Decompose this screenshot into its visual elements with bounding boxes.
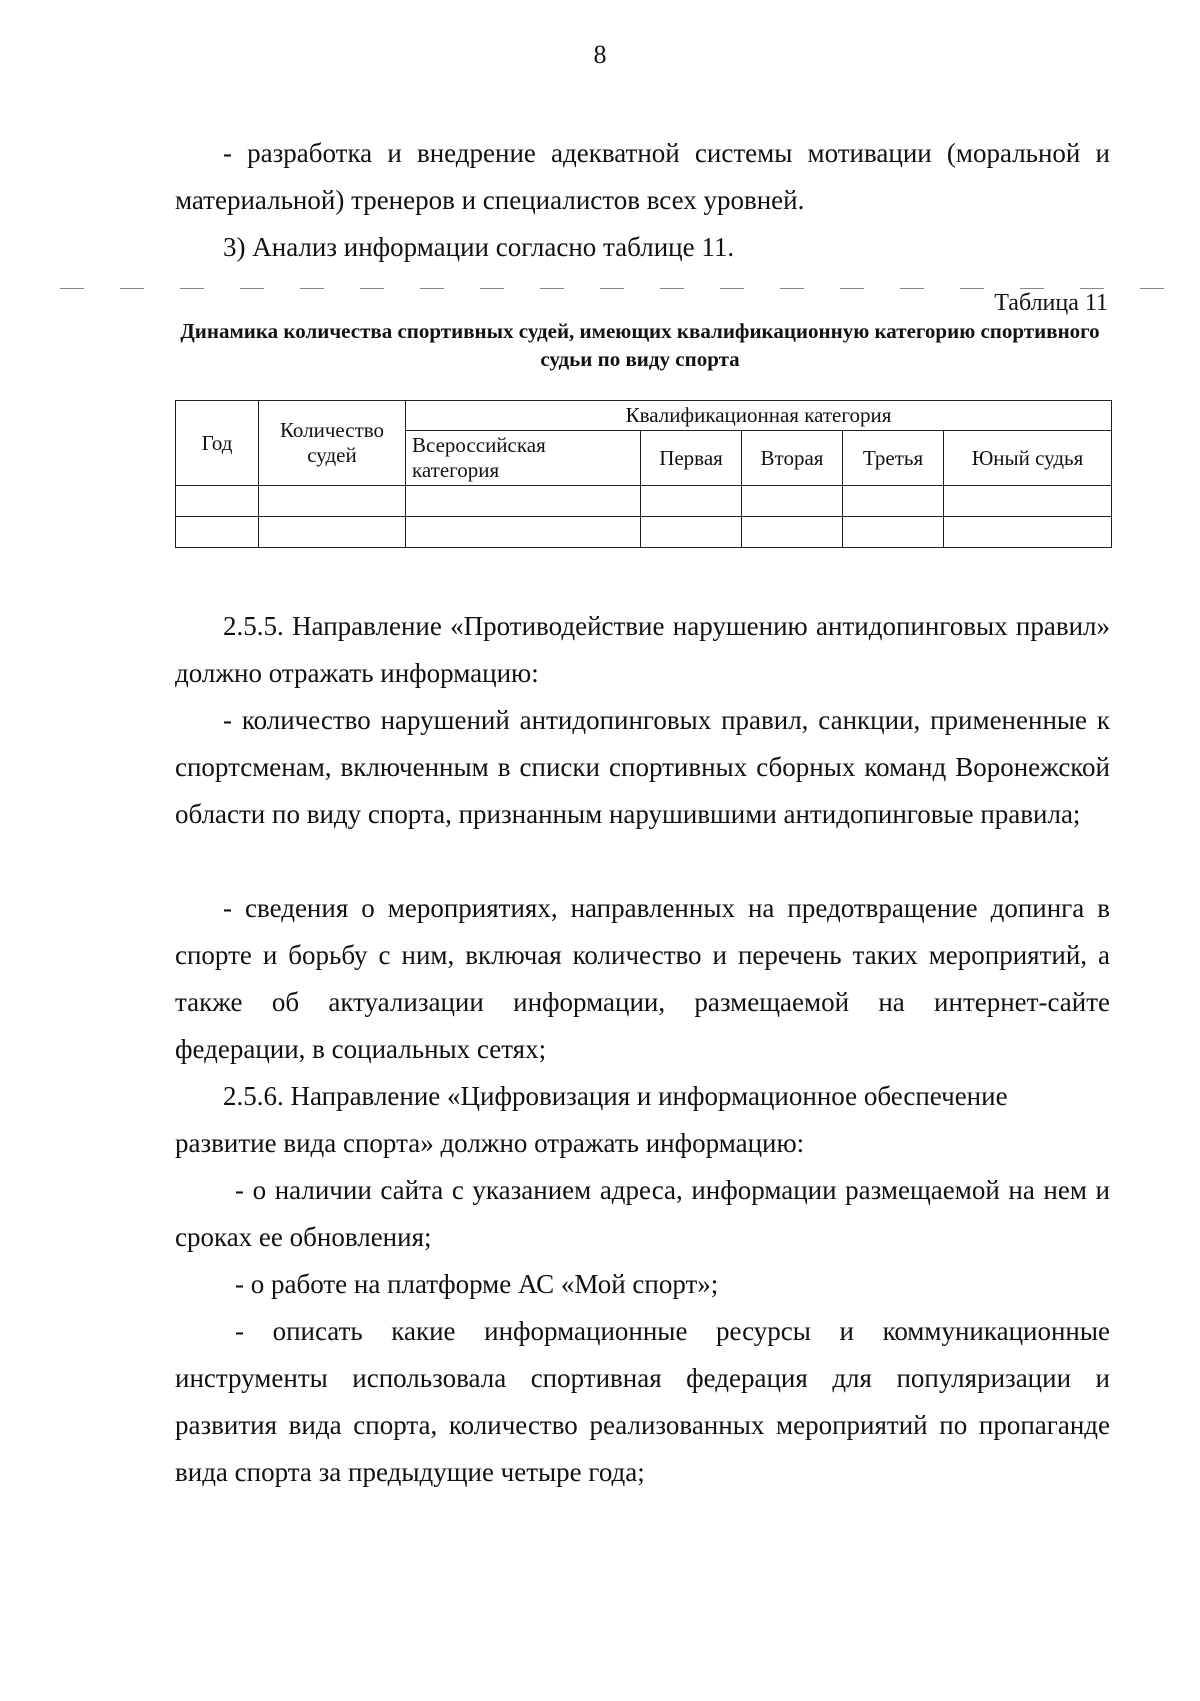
table-cell [843, 517, 944, 548]
scan-artifact-line [60, 288, 1170, 289]
table-cell [742, 517, 843, 548]
table-cell [641, 517, 742, 548]
paragraph-motivation: - разработка и внедрение адекватной системы мотивации (моральной и материальной) тренеров и специалистов всех уровней. [175, 138, 1110, 215]
table-cell [742, 486, 843, 517]
table-cell [259, 486, 406, 517]
paragraph-antidoping-heading: 2.5.5. Направление «Противодействие нарушению антидопинговых правил» должно отражать информацию: [175, 611, 1110, 688]
paragraph-info-resources: - описать какие информационные ресурсы и коммуникационные инструменты использовала спортивная федерация для популяризации и развития вида спорта, количество реализованных мероприятий по пропаганде вида спорта за предыдущие четыре года; [175, 1316, 1110, 1487]
table-cell [176, 486, 259, 517]
table-cell [944, 486, 1112, 517]
paragraph-analysis: 3) Анализ информации согласно таблице 11. [223, 232, 735, 262]
page-number: 8 [593, 40, 607, 69]
table-cell [641, 486, 742, 517]
header-second: Вторая [742, 431, 843, 486]
judges-table [175, 400, 1112, 548]
header-third: Третья [843, 431, 944, 486]
header-all-russian: Всероссийская категория [406, 431, 641, 486]
table-cell [176, 517, 259, 548]
header-category-group: Квалификационная категория [406, 401, 1112, 431]
paragraph-antidoping-violations: - количество нарушений антидопинговых правил, санкции, примененные к спортсменам, включенным в списки спортивных сборных команд Воронежской области по виду спорта, признанным нарушившими антидопинговые правила; [175, 705, 1110, 829]
paragraph-antidoping-events: - сведения о мероприятиях, направленных на предотвращение допинга в спорте и борьбу с ним, включая количество и перечень таких мероприятий, а также об актуализации информации, размещаемой на интернет-сайте федерации, в социальных сетях; [175, 893, 1110, 1064]
table-cell [843, 486, 944, 517]
paragraph-website: - о наличии сайта с указанием адреса, информации размещаемой на нем и сроках ее обновления; [175, 1175, 1110, 1252]
table-cell [406, 517, 641, 548]
header-young: Юный судья [944, 431, 1112, 486]
paragraph-my-sport: - о работе на платформе АС «Мой спорт»; [235, 1269, 719, 1299]
header-first: Первая [641, 431, 742, 486]
table-cell [406, 486, 641, 517]
header-count: Количество судей [259, 401, 406, 486]
table-title: Динамика количества спортивных судей, имеющих квалификационную категорию спортивного судьи по виду спорта [180, 319, 1100, 371]
table-row [176, 517, 1112, 548]
table-caption: Таблица 11 [994, 290, 1108, 316]
table-cell [944, 517, 1112, 548]
header-year: Год [176, 401, 259, 486]
table-cell [259, 517, 406, 548]
table-row [176, 486, 1112, 517]
paragraph-digitalization-heading: 2.5.6. Направление «Цифровизация и информационное обеспечение развитие вида спорта» должно отражать информацию: [175, 1081, 1008, 1158]
table-header-row [176, 401, 1112, 431]
